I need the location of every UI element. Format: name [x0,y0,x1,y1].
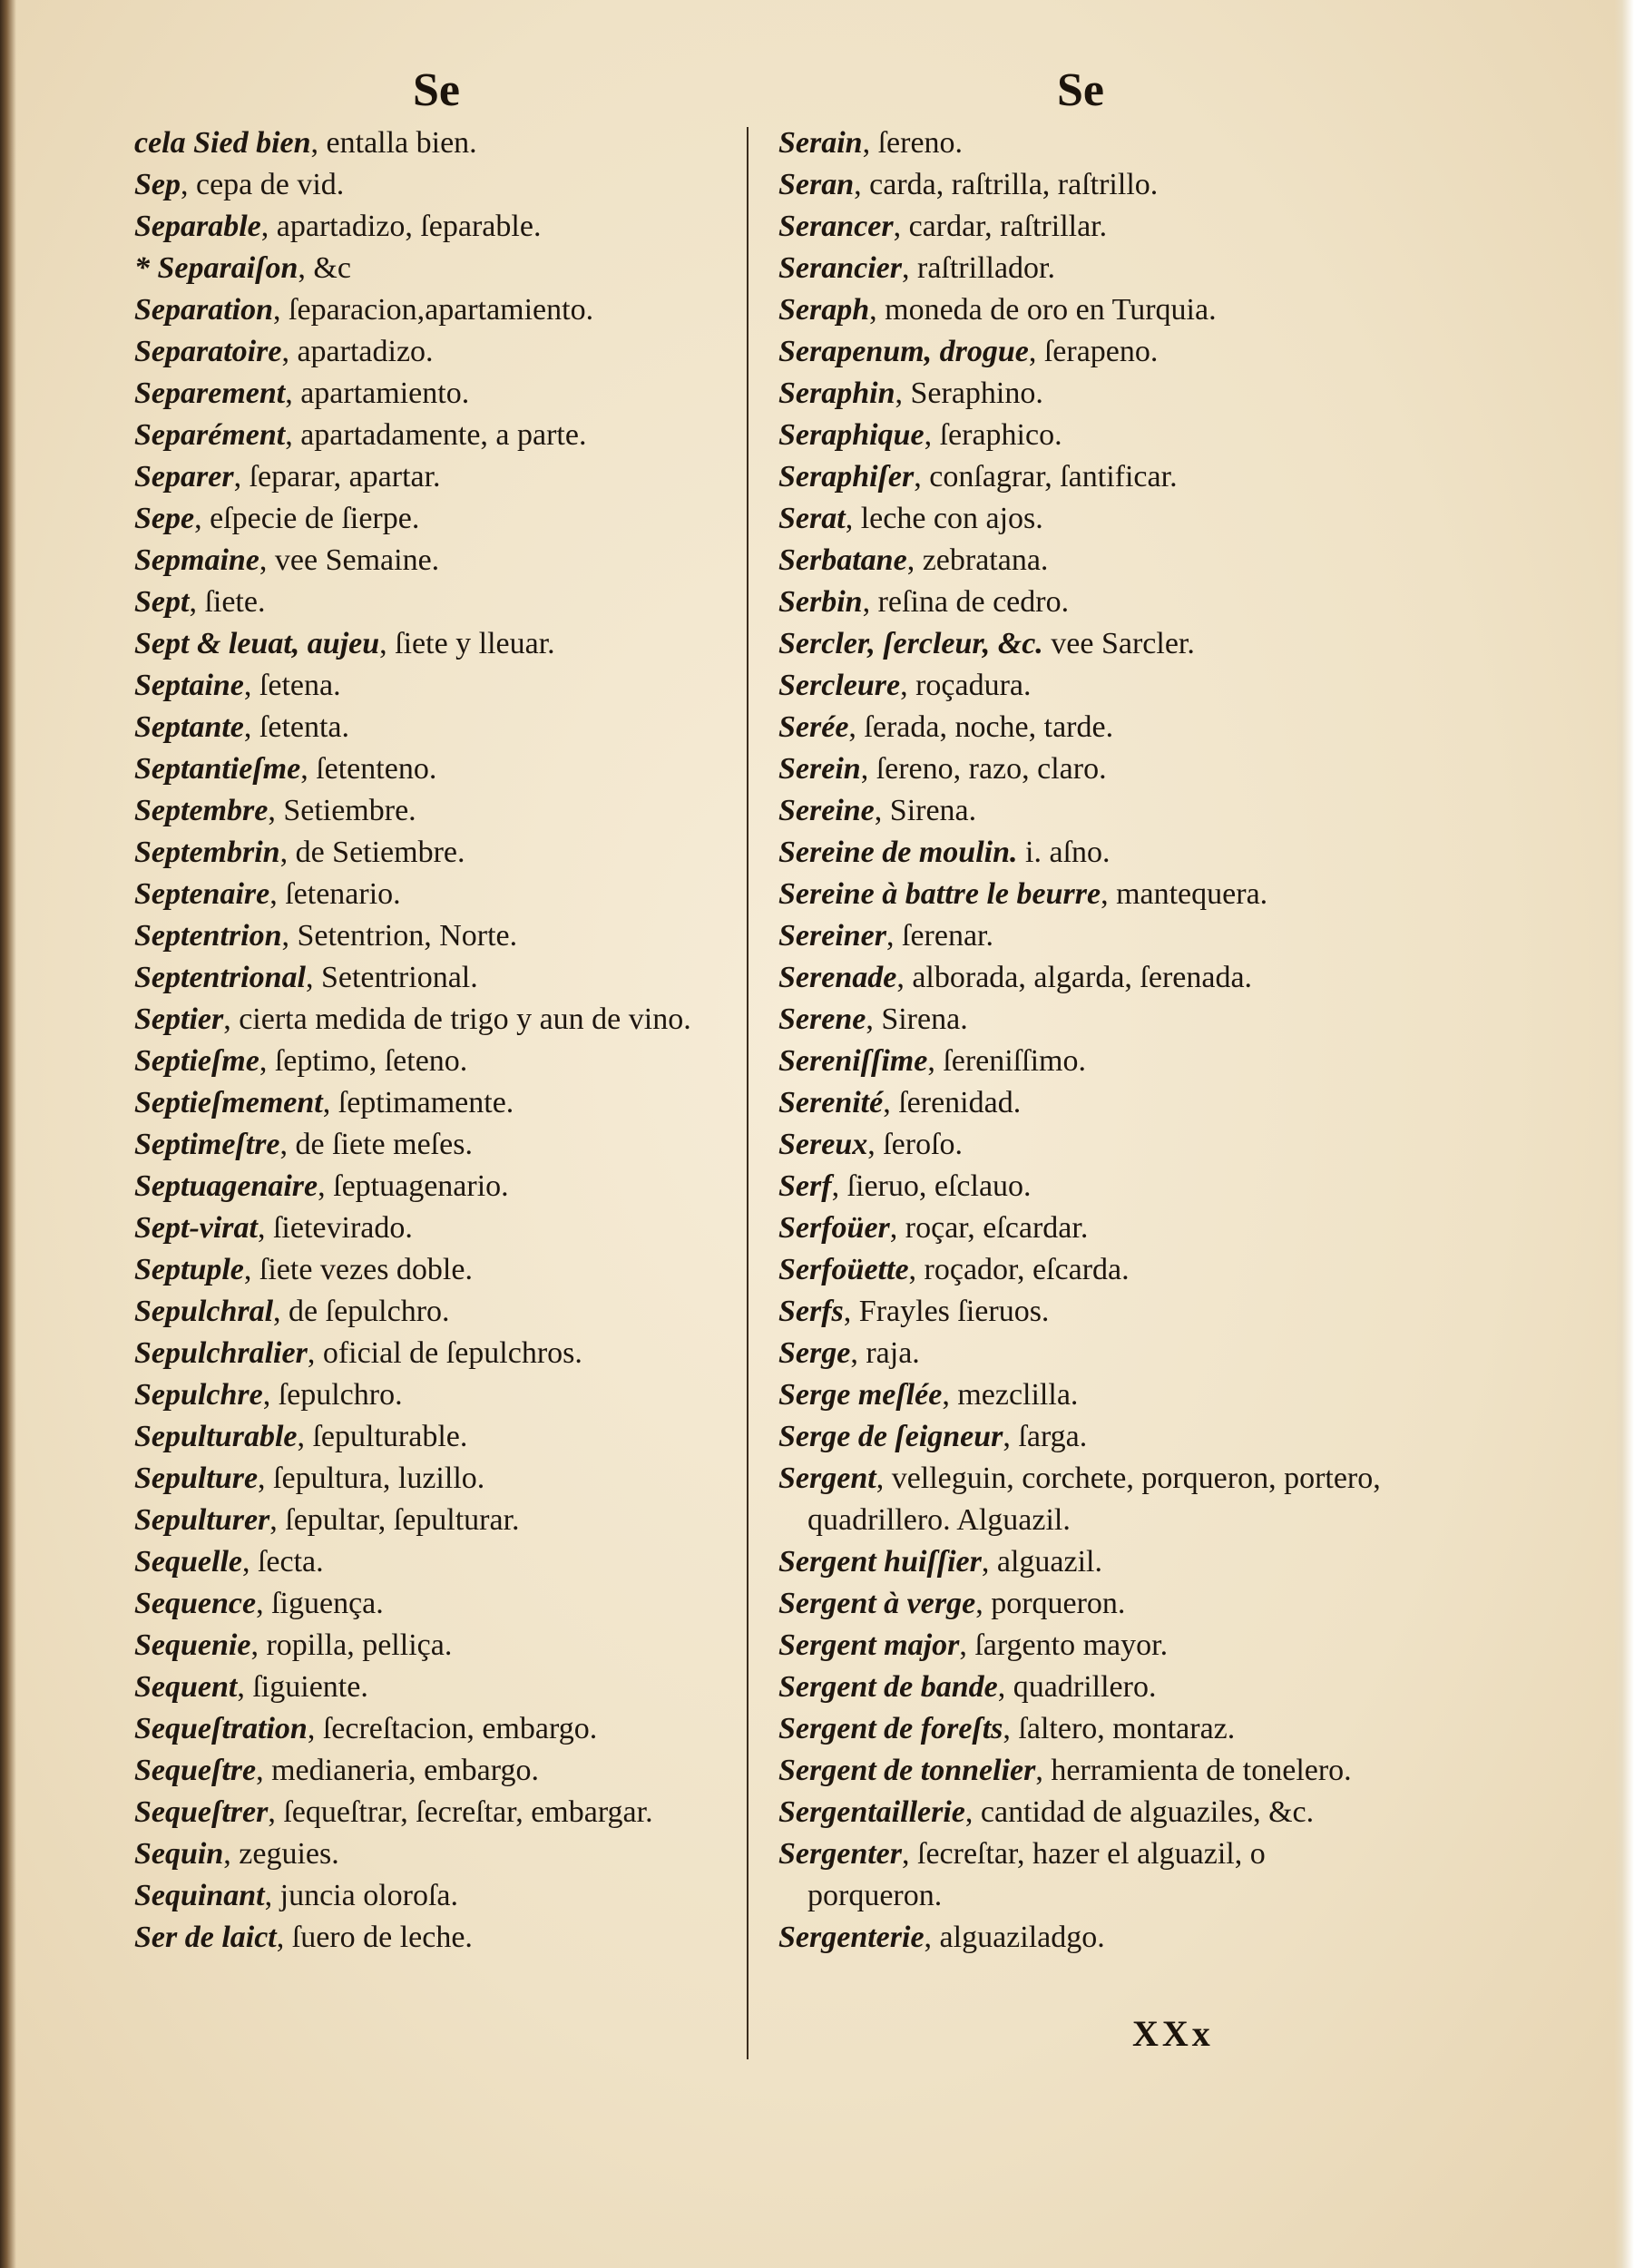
entry-definition: , medianeria, embargo. [256,1754,539,1787]
entry-headword: Serein [778,752,861,786]
entry-definition: , Setentrional. [305,961,478,994]
entry-headword: Seraph [778,293,870,327]
entry-headword: Sequent [134,1670,238,1704]
entry-headword: Sereniſſime [778,1044,928,1078]
entry-headword: Seran [778,168,855,201]
dictionary-entry [778,1041,1395,1082]
entry-headword: Sepulchral [134,1295,274,1328]
entry-definition: , de ſiete meſes. [279,1128,473,1161]
dictionary-entry [778,1124,1395,1166]
entry-headword: Sequeſtration [134,1712,308,1745]
entry-headword: Sequenie [134,1628,251,1662]
entry-headword: Sergenter [778,1837,902,1871]
dictionary-entry [134,456,751,498]
entry-definition: , ſaltero, montaraz. [1003,1712,1236,1745]
dictionary-entry [778,1374,1395,1416]
dictionary-entry [134,1416,751,1458]
entry-definition: vee Sarcler. [1042,627,1195,660]
entry-headword: Serancier [778,251,902,285]
entry-definition: , ſeraphico. [924,418,1062,452]
entry-definition: , ſiete vezes doble. [243,1253,473,1286]
dictionary-entry [778,289,1395,331]
entry-headword: Sercleure [778,669,901,702]
dictionary-entry [778,415,1395,456]
entry-definition: , conſagrar, ſantificar. [914,460,1178,494]
entry-definition: , alguazil. [981,1545,1102,1579]
entry-definition: , raſtrillador. [902,251,1056,285]
entry-headword: Septuagenaire [134,1169,318,1203]
entry-definition: , ſecta. [241,1545,324,1579]
entry-headword: Septieſmement [134,1086,323,1119]
entry-headword: Separément [134,418,286,452]
entry-headword: Sercler, ſercleur, &c. [778,627,1043,660]
entry-headword: Separer [134,460,234,494]
dictionary-entry [134,707,751,748]
entry-definition: , Seraphino. [895,376,1043,410]
dictionary-entry [134,248,751,289]
entry-definition: , &c [298,251,351,285]
dictionary-entry [778,623,1395,665]
entry-definition: , raja. [850,1336,920,1370]
dictionary-entry [778,1625,1395,1667]
dictionary-entry [134,289,751,331]
page-binding-edge [0,0,16,2268]
dictionary-entry [778,248,1395,289]
entry-definition: , ropilla, pelliça. [250,1628,453,1662]
dictionary-entry [134,1374,751,1416]
entry-headword: Sergent de tonnelier [778,1754,1036,1787]
entry-definition: , zeguies. [223,1837,339,1871]
entry-headword: Sepulchre [134,1378,263,1412]
dictionary-entry [134,540,751,582]
entry-definition: , juncia oloroſa. [264,1879,459,1912]
entry-definition: , Setiembre. [268,794,416,827]
dictionary-entry [778,1416,1395,1458]
dictionary-entry [778,164,1395,206]
dictionary-entry [778,1082,1395,1124]
entry-definition: , mantequera. [1101,877,1268,911]
entry-headword: Serge meſlée [778,1378,943,1412]
page-outer-edge [1614,0,1634,2268]
dictionary-entry [778,1708,1395,1750]
entry-definition: , alborada, algarda, ſerenada. [896,961,1253,994]
dictionary-entry [134,122,751,164]
entry-definition: , roçar, eſcardar. [889,1211,1089,1245]
dictionary-entry [134,1333,751,1374]
entry-definition: , porqueron. [975,1587,1126,1620]
dictionary-entry [778,915,1395,957]
dictionary-entry [134,582,751,623]
entry-definition: , carda, raſtrilla, raſtrillo. [854,168,1159,201]
dictionary-entry [134,1583,751,1625]
entry-headword: * Separaiſon [134,251,298,285]
left-column [134,122,751,1959]
entry-definition: , cierta medida de trigo y aun de vino. [223,1002,691,1036]
dictionary-entry [134,957,751,999]
entry-headword: Septier [134,1002,224,1036]
dictionary-entry [778,874,1395,915]
entry-definition: , ſietevirado. [257,1211,413,1245]
entry-definition: , apartadamente, a parte. [285,418,587,452]
entry-headword: Sepe [134,502,195,535]
entry-headword: Seraphiſer [778,460,915,494]
entry-headword: Sept-virat [134,1211,258,1245]
entry-headword: Serge [778,1336,851,1370]
entry-headword: Sereiner [778,919,886,953]
entry-headword: Serenade [778,961,897,994]
dictionary-entry [778,1291,1395,1333]
dictionary-entry [778,498,1395,540]
catchword: XXx [1132,2013,1214,2054]
entry-definition: , cepa de vid. [181,168,345,201]
entry-definition: , Frayles ſieruos. [843,1295,1050,1328]
dictionary-entry [778,832,1395,874]
dictionary-entry [778,957,1395,999]
entry-definition: , ſereniſſimo. [927,1044,1086,1078]
entry-definition: , velleguin, corchete, porqueron, portero, quadrillero. Alguazil. [807,1461,1381,1537]
entry-definition: , ſiguiente. [237,1670,368,1704]
dictionary-entry [134,498,751,540]
dictionary-entry [778,665,1395,707]
entry-definition: , apartadizo, ſeparable. [260,210,542,243]
running-head-right: Se [1057,64,1104,116]
dictionary-entry [134,1541,751,1583]
entry-headword: Septimeſtre [134,1128,280,1161]
entry-definition: , ſerenar. [886,919,993,953]
entry-headword: Sepulturer [134,1503,270,1537]
dictionary-entry [134,415,751,456]
dictionary-entry [778,456,1395,498]
entry-definition: , apartadizo. [281,335,434,368]
dictionary-entry [778,1792,1395,1833]
entry-definition: , ſequeſtrar, ſecreſtar, embargar. [268,1795,653,1829]
dictionary-entry [778,1458,1395,1541]
entry-headword: Seraphin [778,376,895,410]
dictionary-entry [778,707,1395,748]
entry-definition: , ſepultura, luzillo. [258,1461,485,1495]
dictionary-entry [134,1792,751,1833]
dictionary-entry [778,999,1395,1041]
dictionary-entry [134,832,751,874]
entry-headword: Sequinant [134,1879,265,1912]
dictionary-entry [134,1625,751,1667]
dictionary-entry [778,1833,1395,1917]
entry-headword: Sergent de bande [778,1670,998,1704]
entry-headword: Sequeſtrer [134,1795,269,1829]
entry-headword: Serge de ſeigneur [778,1420,1003,1453]
dictionary-entry [778,582,1395,623]
entry-definition: , roçadura. [900,669,1032,702]
entry-headword: Septembrin [134,836,280,869]
entry-headword: Serancer [778,210,894,243]
entry-headword: Septenaire [134,877,270,911]
entry-headword: Separatoire [134,335,282,368]
entry-headword: Sergent [778,1461,876,1495]
entry-headword: Septuple [134,1253,244,1286]
entry-definition: , ſeroſo. [867,1128,964,1161]
entry-headword: Sereine de moulin. [778,836,1018,869]
entry-definition: , Setentrion, Norte. [281,919,518,953]
entry-headword: Sequeſtre [134,1754,257,1787]
entry-definition: , ſeptimo, ſeteno. [259,1044,468,1078]
dictionary-entry [134,164,751,206]
right-column [778,122,1395,1959]
dictionary-entry [134,790,751,832]
entry-headword: Serain [778,126,863,160]
dictionary-entry [134,1500,751,1541]
entry-headword: Separement [134,376,286,410]
entry-headword: Sepmaine [134,543,259,577]
entry-definition: , ſeparar, apartar. [233,460,441,494]
entry-headword: Serf [778,1169,832,1203]
dictionary-entry [778,790,1395,832]
entry-headword: cela Sied bien [134,126,311,160]
entry-headword: Sereux [778,1128,868,1161]
entry-headword: Sepulturable [134,1420,298,1453]
entry-headword: Sepulchralier [134,1336,308,1370]
dictionary-entry [134,1458,751,1500]
entry-headword: Sergentaillerie [778,1795,965,1829]
entry-headword: Sequence [134,1587,257,1620]
entry-definition: , ſereno, razo, claro. [860,752,1107,786]
dictionary-entry [134,915,751,957]
entry-definition: , ſepultar, ſepulturar. [269,1503,520,1537]
entry-headword: Septantieſme [134,752,301,786]
entry-definition: , oficial de ſepulchros. [307,1336,582,1370]
entry-definition: , ſetenta. [243,710,350,744]
entry-definition: i. aſno. [1017,836,1111,869]
entry-definition: , ſecreſtacion, embargo. [307,1712,598,1745]
entry-headword: Septentrional [134,961,306,994]
entry-definition: , ſerada, noche, tarde. [848,710,1114,744]
entry-definition: , herramienta de tonelero. [1035,1754,1352,1787]
entry-headword: Septante [134,710,244,744]
entry-definition: , Sirena. [866,1002,968,1036]
dictionary-entry [134,1124,751,1166]
dictionary-entry [778,1541,1395,1583]
entry-headword: Septembre [134,794,269,827]
dictionary-entry [134,623,751,665]
entry-definition: , Sirena. [874,794,977,827]
dictionary-entry [778,122,1395,164]
entry-headword: Serene [778,1002,866,1036]
entry-definition: , ſarga. [1003,1420,1088,1453]
entry-headword: Sequin [134,1837,224,1871]
entry-definition: , ſieruo, eſclauo. [831,1169,1032,1203]
dictionary-entry [134,1833,751,1875]
dictionary-entry [778,1249,1395,1291]
entry-headword: Sep [134,168,181,201]
entry-definition: , entalla bien. [310,126,477,160]
dictionary-entry [134,1750,751,1792]
entry-headword: Seraphique [778,418,925,452]
entry-definition: , leche con ajos. [845,502,1043,535]
dictionary-entry [778,1333,1395,1374]
entry-headword: Septaine [134,669,244,702]
entry-headword: Ser de laict [134,1921,277,1954]
entry-definition: , zebratana. [906,543,1049,577]
column-rule [747,127,749,2059]
entry-headword: Sereine [778,794,875,827]
dictionary-entry [778,1166,1395,1207]
dictionary-entry [134,1875,751,1917]
entry-headword: Sereine à battre le beurre [778,877,1101,911]
entry-headword: Serée [778,710,849,744]
entry-headword: Separable [134,210,261,243]
dictionary-entry [778,1207,1395,1249]
entry-headword: Sergenterie [778,1921,925,1954]
entry-headword: Septentrion [134,919,282,953]
entry-definition: , ſeptuagenario. [318,1169,509,1203]
entry-headword: Sepulture [134,1461,259,1495]
dictionary-entry [778,1667,1395,1708]
entry-definition: , moneda de oro en Turquia. [869,293,1217,327]
entry-definition: , mezclilla. [942,1378,1079,1412]
entry-definition: , ſecreſtar, hazer el alguazil, o porqueron. [807,1837,1266,1912]
dictionary-entry [134,1207,751,1249]
dictionary-entry [134,1667,751,1708]
dictionary-entry [134,1708,751,1750]
entry-definition: , eſpecie de ſierpe. [194,502,420,535]
entry-definition: , ſargento mayor. [959,1628,1169,1662]
entry-headword: Sept & leuat, aujeu [134,627,380,660]
entry-headword: Serbatane [778,543,907,577]
entry-headword: Serat [778,502,846,535]
entry-headword: Serfs [778,1295,844,1328]
dictionary-entry [778,1917,1395,1959]
entry-definition: , ſiete y lleuar. [379,627,555,660]
dictionary-entry [778,540,1395,582]
entry-headword: Sergent major [778,1628,960,1662]
dictionary-entry [134,1041,751,1082]
dictionary-entry [778,1750,1395,1792]
entry-definition: , de Setiembre. [279,836,465,869]
entry-headword: Separation [134,293,274,327]
entry-definition: , quadrillero. [997,1670,1157,1704]
entry-definition: , ſerenidad. [883,1086,1022,1119]
entry-definition: , ſeptimamente. [322,1086,514,1119]
entry-headword: Serapenum, drogue [778,335,1029,368]
dictionary-entry [134,748,751,790]
entry-definition: , ſetenario. [269,877,401,911]
entry-definition: , ſiete. [189,585,266,619]
entry-definition: , ſetena. [243,669,341,702]
entry-definition: , ſepulturable. [297,1420,468,1453]
entry-headword: Sergent huiſſier [778,1545,982,1579]
entry-headword: Sergent à verge [778,1587,976,1620]
entry-definition: , vee Semaine. [259,543,440,577]
dictionary-entry [134,1249,751,1291]
entry-headword: Sergent de foreſts [778,1712,1003,1745]
dictionary-entry [778,1583,1395,1625]
dictionary-entry [134,373,751,415]
entry-headword: Septieſme [134,1044,259,1078]
entry-definition: , apartamiento. [285,376,470,410]
dictionary-entry [134,206,751,248]
entry-definition: , ſuero de leche. [276,1921,473,1954]
entry-definition: , roçador, eſcarda. [908,1253,1130,1286]
dictionary-entry [134,1166,751,1207]
entry-definition: , ſepulchro. [262,1378,403,1412]
dictionary-entry [134,1917,751,1959]
dictionary-entry [134,999,751,1041]
dictionary-entry [778,331,1395,373]
entry-headword: Serfoüer [778,1211,890,1245]
entry-definition: , ſerapeno. [1028,335,1159,368]
entry-definition: , cardar, raſtrillar. [893,210,1108,243]
entry-headword: Serfoüette [778,1253,909,1286]
dictionary-entry [778,206,1395,248]
entry-definition: , alguaziladgo. [924,1921,1105,1954]
entry-headword: Sequelle [134,1545,242,1579]
entry-definition: , cantidad de alguaziles, &c. [964,1795,1315,1829]
entry-headword: Serenité [778,1086,884,1119]
entry-definition: , ſiguença. [256,1587,384,1620]
entry-definition: , ſetenteno. [300,752,437,786]
dictionary-entry [134,1082,751,1124]
running-head-left: Se [413,64,460,116]
dictionary-entry [778,373,1395,415]
entry-definition: , ſeparacion,apartamiento. [273,293,594,327]
entry-headword: Sept [134,585,190,619]
dictionary-entry [134,331,751,373]
entry-definition: , reſina de cedro. [862,585,1070,619]
dictionary-entry [134,874,751,915]
dictionary-entry [778,748,1395,790]
dictionary-entry [134,665,751,707]
entry-definition: , de ſepulchro. [273,1295,450,1328]
entry-headword: Serbin [778,585,863,619]
dictionary-entry [134,1291,751,1333]
entry-definition: , ſereno. [862,126,964,160]
